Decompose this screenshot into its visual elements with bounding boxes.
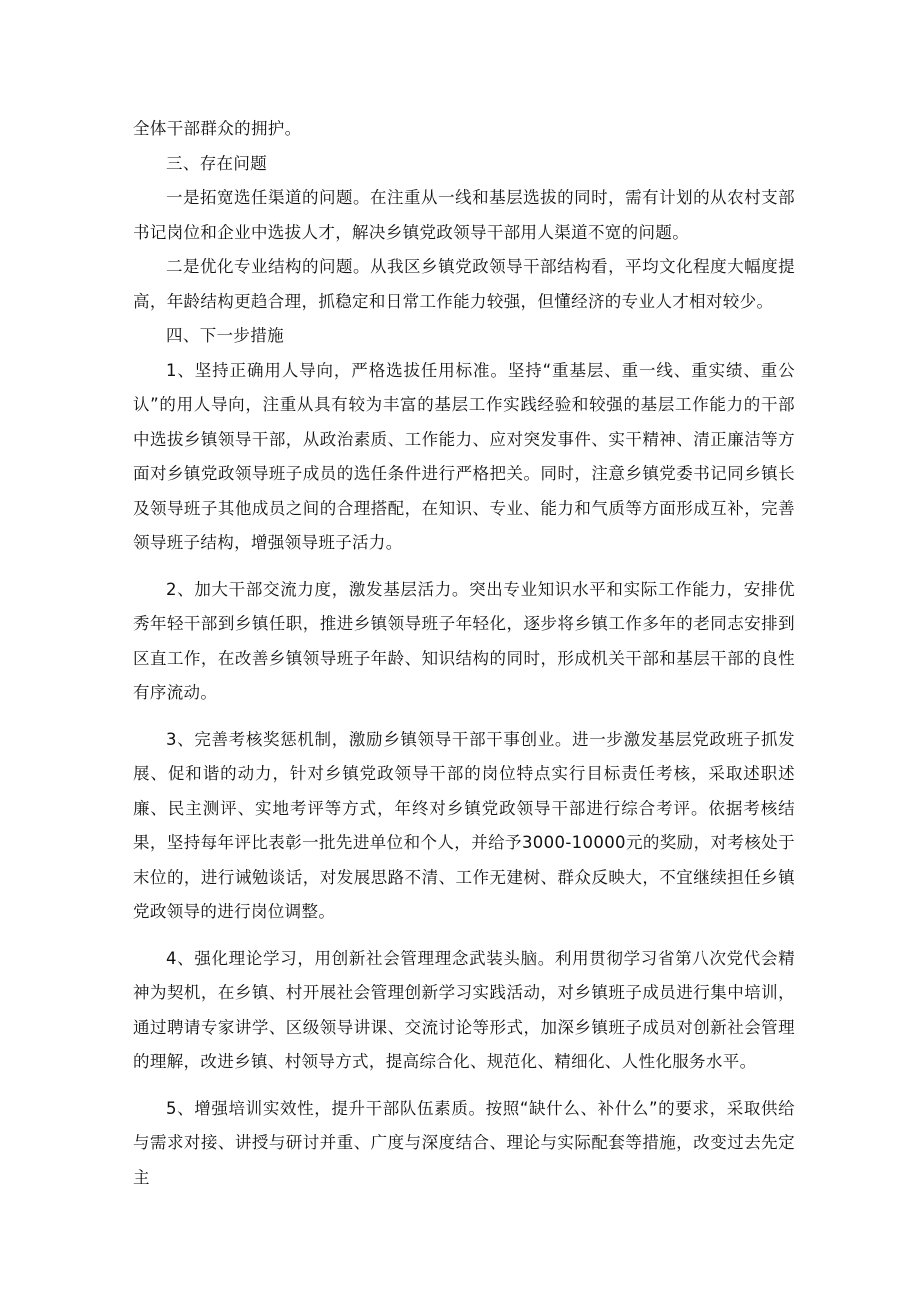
section-heading-next-measures: 四、下一步措施 [166,326,284,345]
paragraph-measure-3: 3、完善考核奖惩机制，激励乡镇领导干部干事创业。进一步激发基层党政班子抓发展、促和谐的动力，针对乡镇党政领导干部的岗位特点实行目标责任考核，采取述职述廉、民主测评、实地考评等方式，年终对乡镇党政领导干部进行综合考评。依据考核结果，坚持每年评比表彰一批先进单位和个人，并给予3000-10000元的奖励，对考核处于末位的，进行诫勉谈话，对发展思路不清、工作无建树、群众反映大，不宜继续担任乡镇党政领导的进行岗位调整。 [133,729,795,921]
document-body [133,112,795,1195]
paragraph-measure-5: 5、增强培训实效性，提升干部队伍素质。按照“缺什么、补什么”的要求，采取供给与需求对接、讲授与研讨并重、广度与深度结合、理论与实际配套等措施，改变过去先定主 [133,1098,795,1187]
paragraph-problem-1: 一是拓宽选任渠道的问题。在注重从一线和基层选拔的同时，需有计划的从农村支部书记岗位和企业中选拔人才，解决乡镇党政领导干部用人渠道不宽的问题。 [133,188,795,242]
paragraph-continuation: 全体干部群众的拥护。 [133,119,302,138]
section-heading-existing-problems: 三、存在问题 [166,153,268,173]
paragraph-measure-4: 4、强化理论学习，用创新社会管理理念武装头脑。利用贯彻学习省第八次党代会精神为契机，在乡镇、村开展社会管理创新学习实践活动，对乡镇班子成员进行集中培训，通过聘请专家讲学、区级领导讲课、交流讨论等形式，加深乡镇班子成员对创新社会管理的理解，改进乡镇、村领导方式，提高综合化、规范化、精细化、人性化服务水平。 [133,948,795,1071]
paragraph-problem-2: 二是优化专业结构的问题。从我区乡镇党政领导干部结构看，平均文化程度大幅度提高，年龄结构更趋合理，抓稳定和日常工作能力较强，但懂经济的专业人才相对较少。 [133,257,795,311]
paragraph-measure-1: 1、坚持正确用人导向，严格选拔任用标准。坚持“重基层、重一线、重实绩、重公认”的用人导向，注重从具有较为丰富的基层工作实践经验和较强的基层工作能力的干部中选拔乡镇领导干部，从政治素质、工作能力、应对突发事件、实干精神、清正廉洁等方面对乡镇党政领导班子成员的选任条件进行严格把关。同时，注意乡镇党委书记同乡镇长及领导班子其他成员之间的合理搭配，在知识、专业、能力和气质等方面形成互补，完善领导班子结构，增强领导班子活力。 [133,360,795,552]
paragraph-measure-2: 2、加大干部交流力度，激发基层活力。突出专业知识水平和实际工作能力，安排优秀年轻干部到乡镇任职，推进乡镇领导班子年轻化，逐步将乡镇工作多年的老同志安排到区直工作，在改善乡镇领导班子年龄、知识结构的同时，形成机关干部和基层干部的良性有序流动。 [133,579,795,702]
